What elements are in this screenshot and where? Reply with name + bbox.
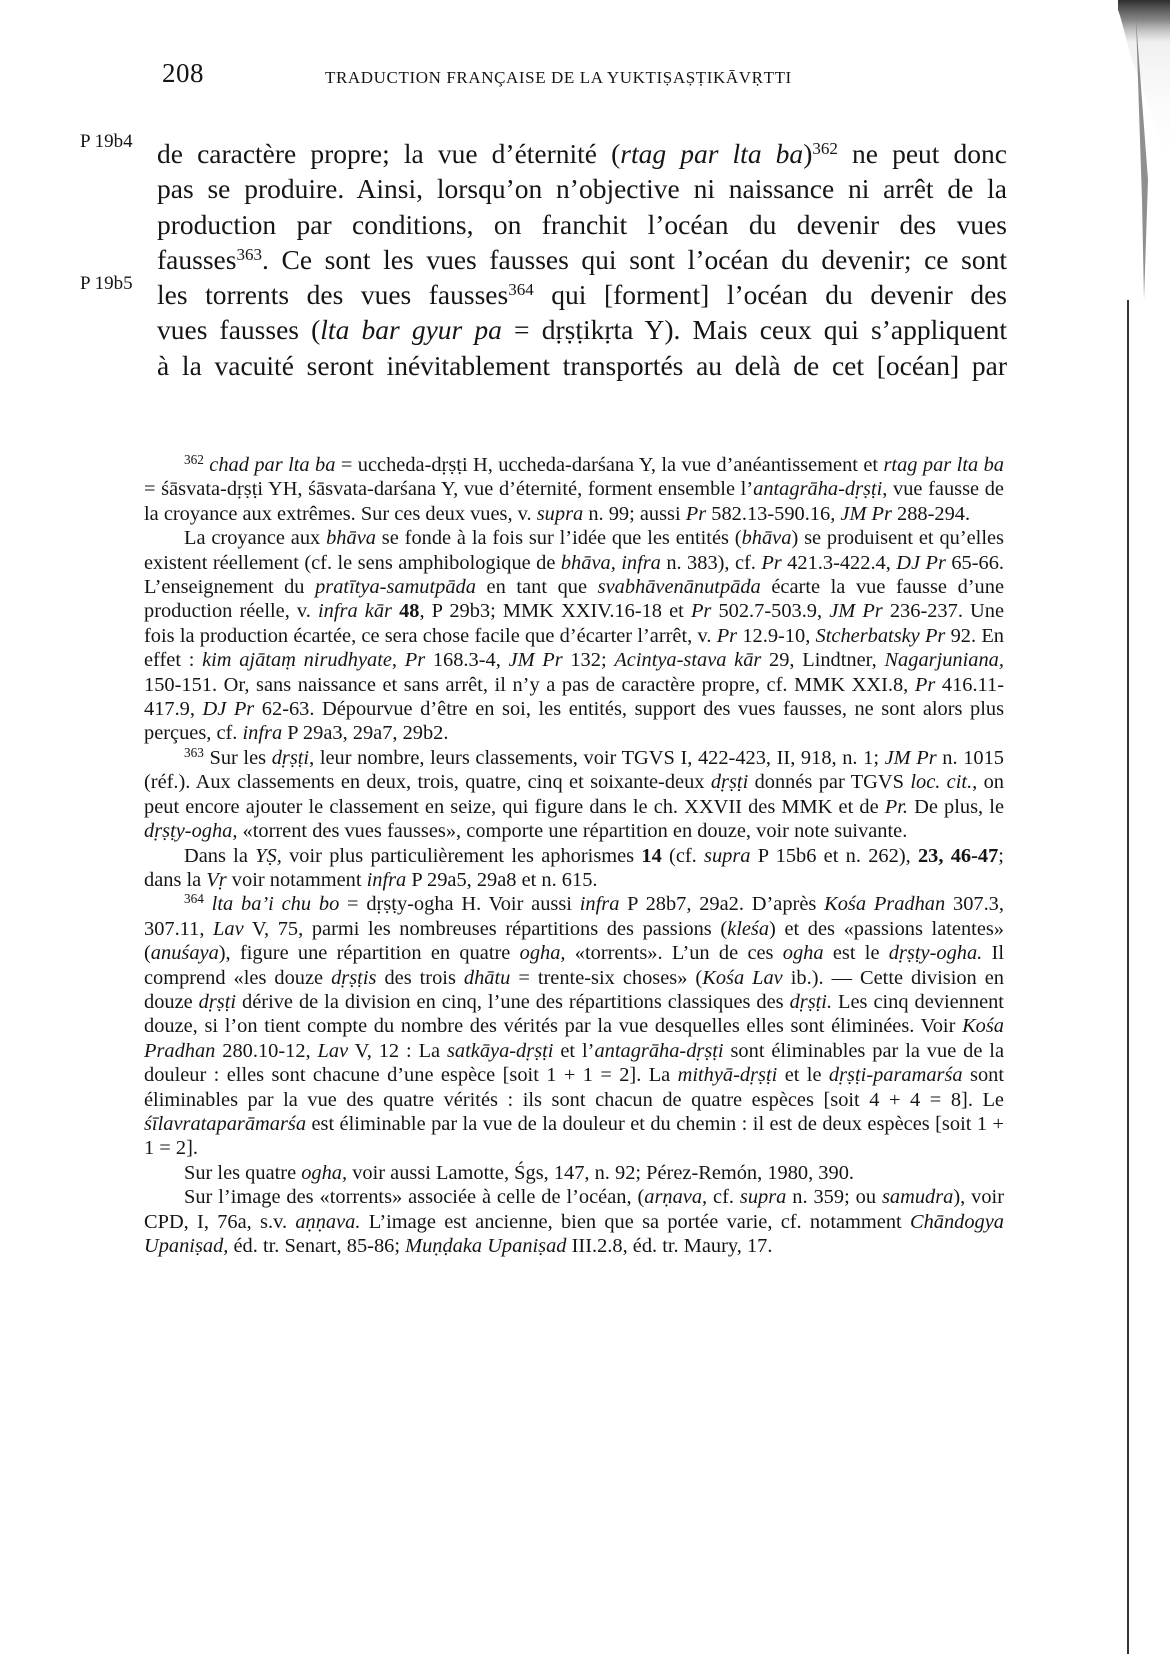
page-number: 208 — [162, 58, 204, 88]
footnote-number: 362 — [184, 451, 204, 467]
text-line: pas se produire. Ainsi, lorsqu’on n’objective ni naissance ni arrêt de la — [157, 173, 1007, 205]
margin-reference: P 19b5 — [80, 273, 133, 294]
footnote-number: 364 — [184, 891, 204, 907]
footnote-364: $^{364}$ lta ba’i chu bo = dṛṣṭy-ogha H. Voir aussi infra P 28b7, 29a2. D’après Kośa Pradhan 307.3, 307.11, Lav V, 75, parmi les nombreuses répartitions des passions (kleśa) et des «passions latentes» (anuśaya), figure une répartition en quatre ogha, «torrents». L’un de ces ogha est le dṛṣṭy-ogha. Il comprend «les douze dṛṣṭis des trois dhātu = trente-six choses» (Kośa Lav ib.). — Cette division en douze dṛṣṭi dérive de la division en cinq, l’une des répartitions classiques des dṛṣṭi. Les cinq deviennent douze, si l’on tient compte du nombre des vérités par la vue desquelles elles sont éliminées. Voir Kośa Pradhan 280.10-12, Lav V, 12 : La satkāya-dṛṣṭi et l’antagrāha-dṛṣṭi sont éliminables par la vue de la douleur : elles sont chacune d’une espèce [soit 1 + 1 = 2]. La mithyā-dṛṣṭi et le dṛṣṭi-paramarśa sont éliminables par la vue des quatre vérités : ils sont chacun de quatre espèces [soit 4 + 4 = 8]. Le śīlavrataparāmarśa est éliminable par la vue de la douleur et du chemin : il est de deux espèces [soit 1 + 1 = 2]. — [144, 891, 1005, 1160]
footnotes — [144, 453, 1004, 1258]
binding-edge-line — [1127, 300, 1129, 1654]
running-title: TRADUCTION FRANÇAISE DE LA YUKTIṢAṢṬIKĀVṚTTI — [325, 68, 792, 87]
main-text — [157, 136, 1007, 383]
footnote-paragraph: Sur l’image des «torrents» associée à celle de l’océan, (arṇava, cf. supra n. 359; ou samudra), voir CPD, I, 76a, s.v. aṇṇava. L’image est ancienne, bien que sa portée varie, cf. notamment Chāndogya Upaniṣad, éd. tr. Senart, 85-86; Muṇḍaka Upaniṣad III.2.8, éd. tr. Maury, 17. — [144, 1186, 1005, 1257]
footnote-362: $^{362}$ chad par lta ba = uccheda-dṛṣṭi H, uccheda-darśana Y, la vue d’anéantissement et rtag par lta ba = śāsvata-dṛṣṭi YH, śāsvata-darśana Y, vue d’éternité, forment ensemble l’antagrāha-dṛṣṭi, vue fausse de la croyance aux extrêmes. Sur ces deux vues, v. supra n. 99; aussi Pr 582.13-590.16, JM Pr 288-294. — [144, 451, 1004, 525]
footnote-paragraph: Dans la YṢ, voir plus particulièrement les aphorismes 14 (cf. supra P 15b6 et n. 262), 23, 46-47; dans la Vṛ voir notamment infra P 29a5, 29a8 et n. 615. — [144, 844, 1004, 891]
text-line: vues fausses (lta bar gyur pa = dṛṣṭikṛta Y). Mais ceux qui s’appliquent — [157, 314, 1007, 346]
text-line: de caractère propre; la vue d’éternité (rtag par lta ba)$^{362}$ ne peut donc — [157, 138, 1007, 169]
text-line: production par conditions, on franchit l’océan du devenir des vues — [157, 208, 1007, 240]
text-line: fausses$^{363}$. Ce sont les vues fausses qui sont l’océan du devenir; ce sont — [157, 243, 1007, 275]
text-line: à la vacuité seront inévitablement transportés au delà de cet [océan] par — [157, 349, 1007, 381]
footnote-paragraph: La croyance aux bhāva se fonde à la fois sur l’idée que les entités (bhāva) se produisent et qu’elles existent réellement (cf. le sens amphibologique de bhāva, infra n. 383), cf. Pr 421.3-422.4, DJ Pr 65-66. L’enseignement du pratītya-samutpāda en tant que svabhāvenānutpāda écarte la vue fausse d’une production réelle, v. infra kār 48, P 29b3; MMK XXIV.16-18 et Pr 502.7-503.9, JM Pr 236-237. Une fois la production écartée, ce sera chose facile que d’écarter l’arrêt, v. Pr 12.9-10, Stcherbatsky Pr 92. En effet : kim ajātaṃ nirudhyate, Pr 168.3-4, JM Pr 132; Acintya-stava kār 29, Lindtner, Nagarjuniana, 150-151. Or, sans naissance et sans arrêt, il n’y a pas de caractère propre, cf. MMK XXI.8, Pr 416.11-417.9, DJ Pr 62-63. Dépourvue d’être en soi, les entités, support des vues fausses, ne sont alors plus perçues, cf. infra P 29a3, 29a7, 29b2. — [144, 527, 1005, 745]
footnote-363: $^{363}$ Sur les dṛṣṭi, leur nombre, leurs classements, voir TGVS I, 422-423, II, 918, n. 1; JM Pr n. 1015 (réf.). Aux classements en deux, trois, quatre, cinq et soixante-deux dṛṣṭi donnés par TGVS loc. cit., on peut encore ajouter le classement en seize, qui figure dans le ch. XXVII des MMK et de Pr. De plus, le dṛṣṭy-ogha, «torrent des vues fausses», comporte une répartition en douze, voir note suivante. — [144, 744, 1005, 843]
footnote-paragraph: Sur les quatre ogha, voir aussi Lamotte, Śgs, 147, n. 92; Pérez-Remón, 1980, 390. — [184, 1161, 854, 1184]
margin-reference: P 19b4 — [80, 131, 133, 152]
footnote-number: 363 — [184, 744, 204, 760]
text-line: les torrents des vues fausses$^{364}$ qui [forment] l’océan du devenir des — [157, 279, 1007, 311]
binding-shadow — [1118, 0, 1170, 1654]
